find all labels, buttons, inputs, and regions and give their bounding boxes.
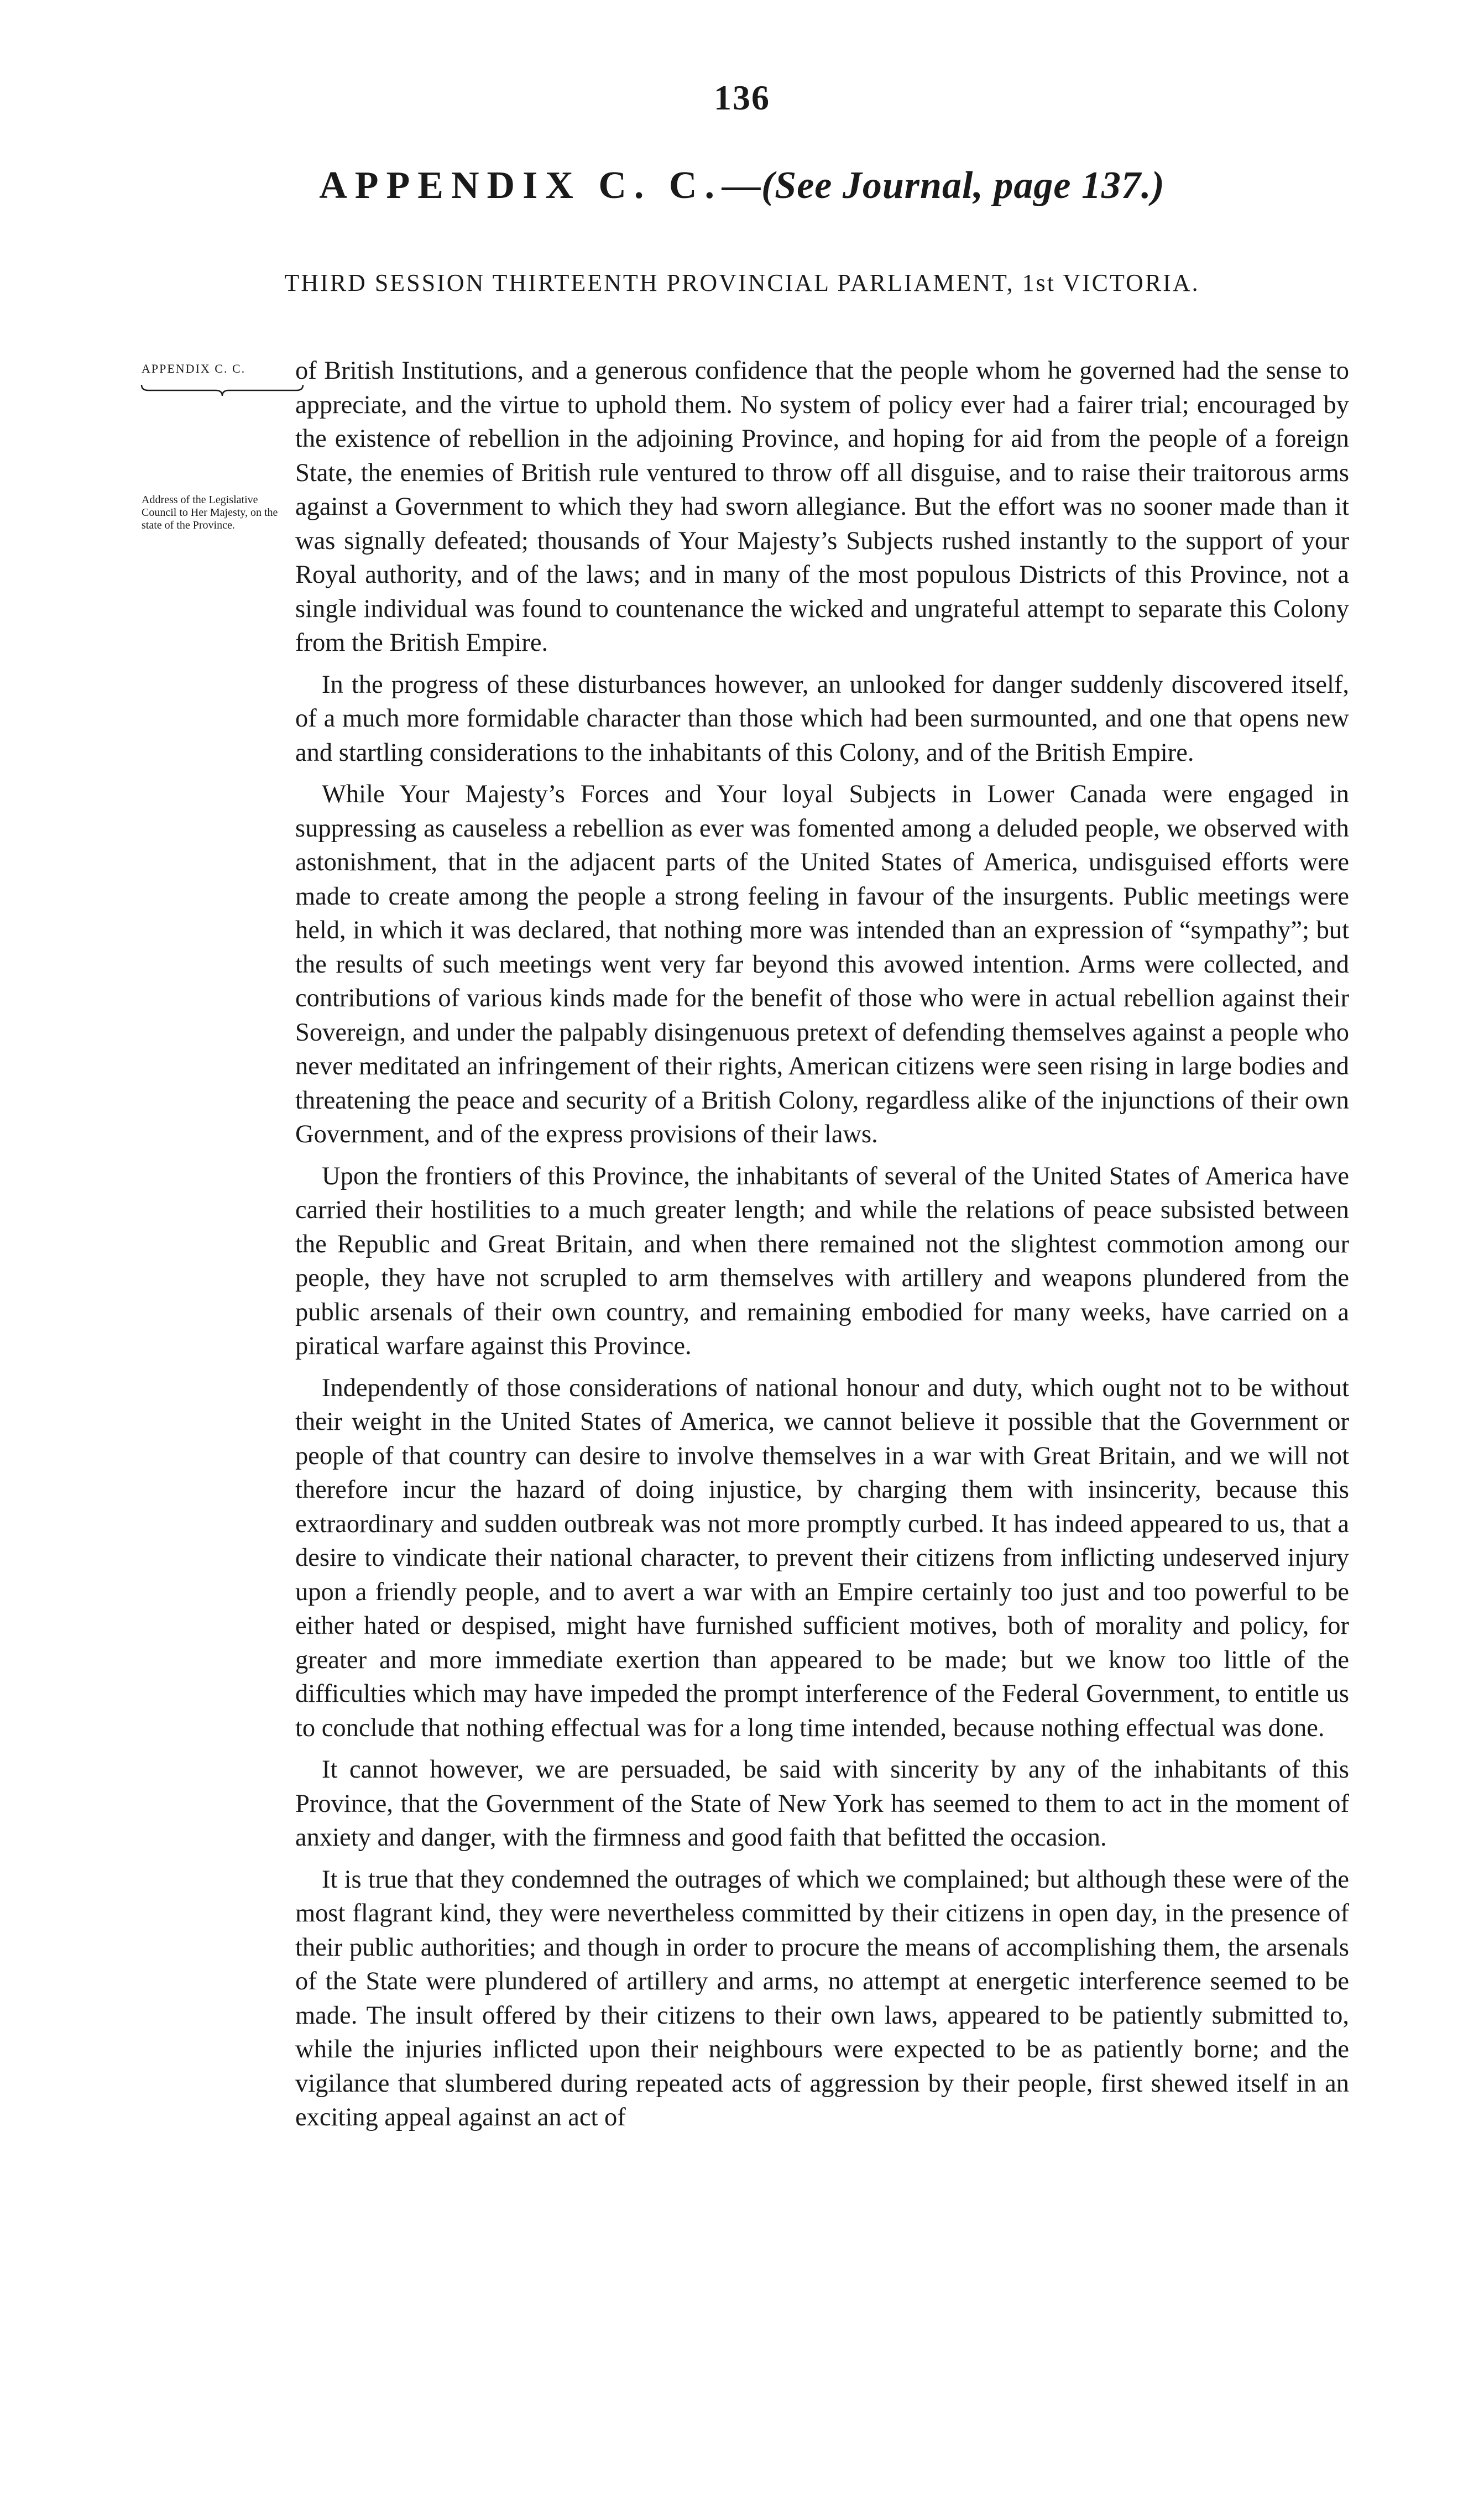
appendix-title-main: APPENDIX C. C. bbox=[319, 164, 722, 207]
margin-appendix-label: APPENDIX C. C. bbox=[142, 362, 246, 375]
body-text bbox=[295, 354, 1349, 2143]
journal-reference: —(See Journal, page 137.) bbox=[722, 164, 1165, 207]
margin-note-address: Address of the Legislative Council to Her Majesty, on the state of the Province. bbox=[142, 494, 278, 531]
page-number: 136 bbox=[714, 78, 770, 117]
paragraph-2: In the progress of these disturbances however, an unlooked for danger suddenly discovered itself, of a much more formidable character than those which had been surmounted, and one that opens new and startling considerations to the inhabitants of this Colony, and of the British Empire. bbox=[295, 670, 1349, 767]
paragraph-4: Upon the frontiers of this Province, the inhabitants of several of the United States of America have carried their hostilities to a much greater length; and while the relations of peace subsisted between the Republic and Great Britain, and when there remained not the slightest commotion among our people, they have not scrupled to arm themselves with artillery and weapons plundered from the public arsenals of their own country, and remaining embodied for many weeks, have carried on a piratical warfare against this Province. bbox=[295, 1162, 1349, 1360]
session-heading: THIRD SESSION THIRTEENTH PROVINCIAL PARLIAMENT, 1st VICTORIA. bbox=[284, 269, 1200, 296]
paragraph-1: of British Institutions, and a generous confidence that the people whom he governed had the sense to appreciate, and the virtue to uphold them. No system of policy ever had a fairer trial; encouraged by the existence of rebellion in the adjoining Province, and hoping for aid from the people of a foreign State, the enemies of British rule ventured to throw off all disguise, and to raise their traitorous arms against a Government to which they had sworn allegiance. But the effort was no sooner made than it was signally defeated; thousands of Your Majesty’s Subjects rushed instantly to the support of your Royal authority, and of the laws; and in many of the most populous Districts of this Province, not a single individual was found to countenance the wicked and ungrateful attempt to separate this Colony from the British Empire. bbox=[295, 357, 1349, 657]
paragraph-5: Independently of those considerations of national honour and duty, which ought not to be without their weight in the United States of America, we cannot believe it possible that the Government or people of that country can desire to involve themselves in a war with Great Britain, and we will not therefore incur the hazard of doing injustice, by charging them with insincerity, because this extraordinary and sudden outbreak was not more promptly curbed. It has indeed appeared to us, that a desire to vindicate their national character, to prevent their citizens from inflicting undeserved injury upon a friendly people, and to avert a war with an Empire certainly too just and too powerful to be either hated or despised, might have furnished sufficient motives, both of morality and policy, for greater and more immediate exertion than appeared to be made; but we know too little of the difficulties which may have impeded the prompt interference of the Federal Government, to entitle us to conclude that nothing effectual was for a long time intended, because nothing effectual was done. bbox=[295, 1373, 1349, 1742]
paragraph-7: It is true that they condemned the outrages of which we complained; but although these were of the most flagrant kind, they were nevertheless committed by their citizens in open day, in the presence of their public authorities; and though in order to procure the means of accomplishing them, the arsenals of the State were plundered of artillery and arms, no attempt at energetic interference seemed to be made. The insult offered by their citizens to their own laws, appeared to be patiently submitted to, while the injuries inflicted upon their neighbours were expected to be as patiently borne; and the vigilance that slumbered during repeated acts of aggression by their people, first shewed itself in an exciting appeal against an act of bbox=[295, 1865, 1349, 2131]
margin-brace-mark bbox=[140, 384, 304, 397]
paragraph-6: It cannot however, we are persuaded, be said with sincerity by any of the inhabitants of this Province, that the Government of the State of New York has seemed to them to act in the moment of anxiety and danger, with the firmness and good faith that befitted the occasion. bbox=[295, 1755, 1349, 1852]
paragraph-3: While Your Majesty’s Forces and Your loyal Subjects in Lower Canada were engaged in suppressing as causeless a rebellion as ever was fomented among a deluded people, we observed with astonishment, that in the adjacent parts of the United States of America, undisguised efforts were made to create among the people a strong feeling in favour of the insurgents. Public meetings were held, in which it was declared, that nothing more was intended than an expression of “sympathy”; but the results of such meetings went very far beyond this avowed intention. Arms were collected, and contributions of various kinds made for the benefit of those who were in actual rebellion against their Sovereign, and under the palpably disingenuous pretext of defending themselves against a people who never meditated an infringement of their rights, American citizens were seen rising in large bodies and threatening the peace and security of a British Colony, regardless alike of the injunctions of their own Government, and of the express provisions of their laws. bbox=[295, 780, 1349, 1148]
appendix-title bbox=[0, 164, 1484, 208]
